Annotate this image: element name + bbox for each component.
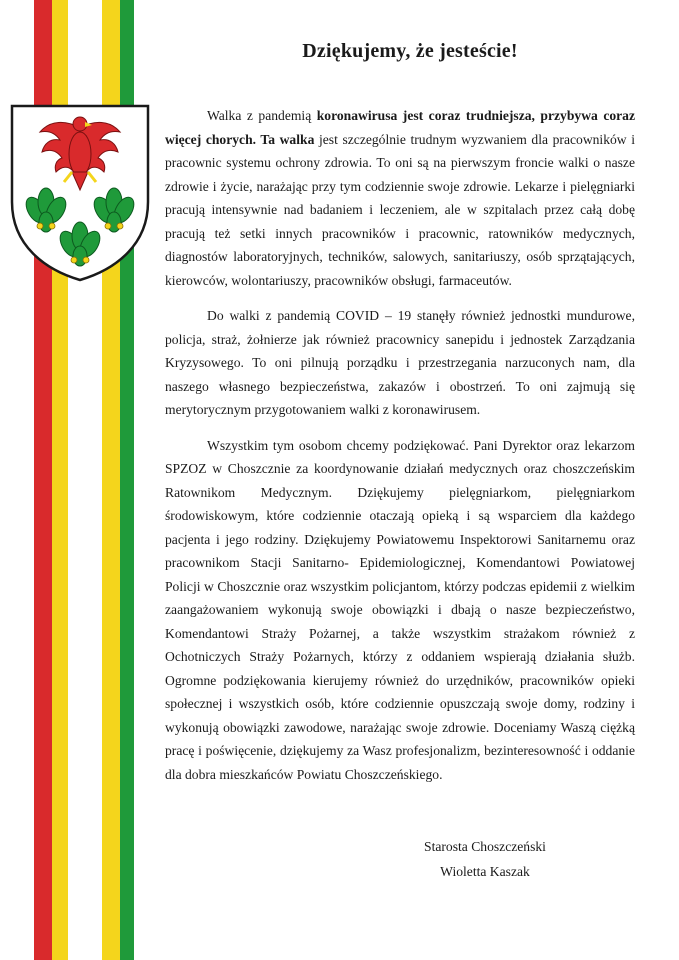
paragraph-3-text: Wszystkim tym osobom chcemy podziękować. Pani Dyrektor oraz lekarzom SPZOZ w Choszcznie za koordynowanie działań medycznych oraz choszczeńskim Ratownikom Medycznym. Dziękujemy pielęgniarkom, pielęgniarkom środowiskowym, które codziennie otaczają opieką i są wsparciem dla każdego pacjenta i jego rodziny. Dziękujemy Powiatowemu Inspektorowi Sanitarnemu oraz pracownikom Stacji Sanitarno- Epidemiologicznej, Komendantowi Powiatowej Policji w Choszcznie oraz wszystkim policjantom, którzy podczas epidemii z wielkim zaangażowaniem wykonują swoje obowiązki i dbają o nasze bezpieczeństwo, Komendantowi Straży Pożarnej, a także wszystkim strażakom również z Ochotniczych Straży Pożarnych, którzy z oddaniem wspierają działania służb. Ogromne podziękowania kierujemy również do urzędników, pracowników opieki społecznej i wszystkich osób, które codziennie opuszczają swoje domy, rodziny i wykonują obowiązki zawodowe, narażając swoje zdrowie. Doceniamy Waszą ciężką pracę i poświęcenie, dziękujemy za Wasz profesjonalizm, bezinteresowność i oddanie dla dobra mieszkańców Powiatu Choszczeńskiego. — [165, 437, 635, 782]
letter-body — [165, 104, 635, 798]
paragraph-1 — [165, 104, 635, 292]
signature-block — [385, 834, 585, 884]
paragraph-3 — [165, 434, 635, 787]
coat-of-arms-icon — [6, 98, 154, 284]
page-title: Dziękujemy, że jesteście! — [302, 40, 518, 62]
signature-name: Wioletta Kaszak — [440, 864, 530, 879]
paragraph-2 — [165, 304, 635, 422]
paragraph-1-bold: koronawirusa jest coraz trudniejsza, przybywa coraz więcej chorych. Ta walka — [165, 108, 636, 147]
paragraph-2-text: Do walki z pandemią COVID – 19 stanęły również jednostki mundurowe, policja, straż, żołnierze jak również pracownicy sanepidu i jednostek Zarządzania Kryzysowego. To oni pilnują porządku i przestrzegania narzuconych nam, dla naszego własnego bezpieczeństwa, zakazów i obostrzeń. To oni zajmują się merytorycznym przygotowaniem walki z koronawirusem. — [165, 308, 635, 417]
paragraph-1-rest: jest szczególnie trudnym wyzwaniem dla pracowników i pracownic systemu ochrony zdrowia. To oni są na pierwszym froncie walki o nasze zdrowie i życie, narażając przy tym codziennie swoje zdrowie. Lekarze i pielęgniarki pracują intensywnie nad badaniem i leczeniem, ale w szpitalach przez całą dobę pracują też setki innych pracowników i pracownic, ratowników medycznych, diagnostów laboratoryjnych, techników, salowych, sanitariuszy, osób sprzątających, kierowców, wolontariuszy, pracowników obsługi, farmaceutów. — [165, 131, 636, 288]
paragraph-1-start: Walka z pandemią — [207, 108, 317, 123]
signature-role: Starosta Choszczeński — [424, 839, 546, 854]
